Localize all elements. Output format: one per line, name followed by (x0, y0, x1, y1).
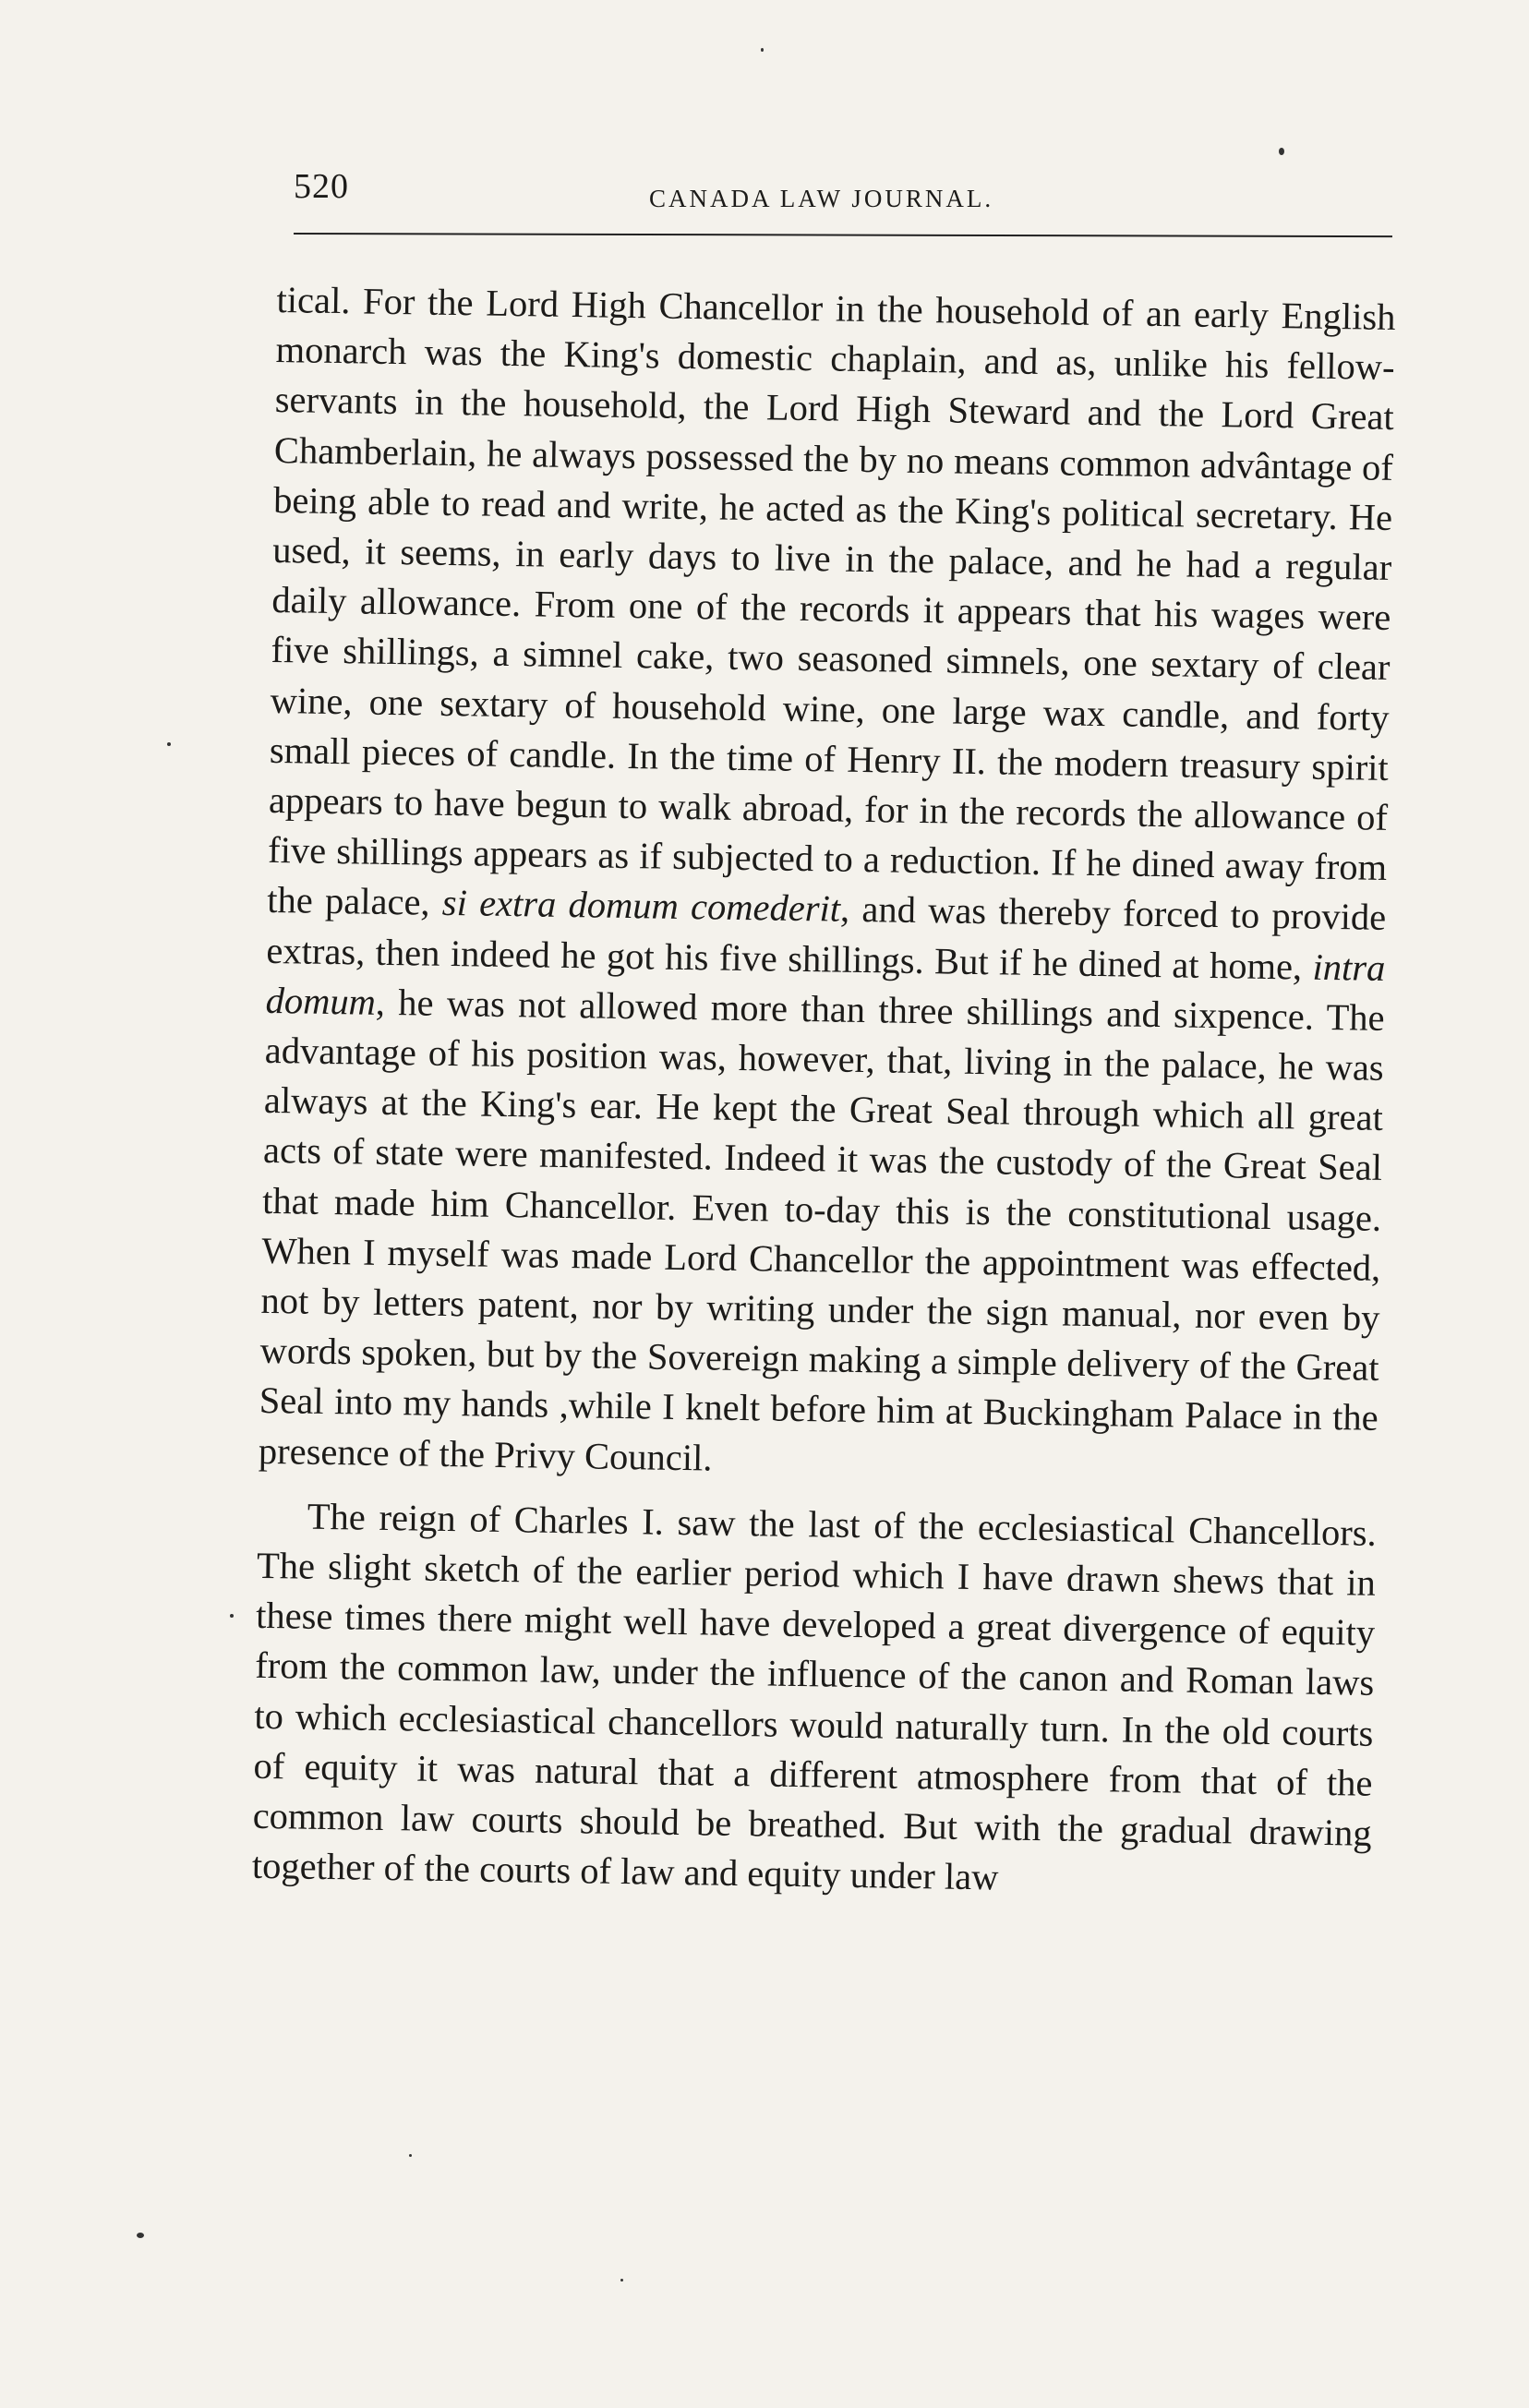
scan-speck (761, 48, 764, 52)
text-segment: tical. For the Lord High Chancellor in the household of an early English monarch was the King's domestic chaplain, and as, unlike his fellow-servants in the household, the Lord High Steward and the Lord Great Chamberlain, he always possessed the by no means common advântage of being able to read and write, he acted as the King's political secretary. He used, it seems, in early days to live in the palace, and he had a regular daily allowance. From one of the records it appears that his wages were five shillings, a simnel cake, two seasoned simnels, one sextary of clear wine, one sextary of household wine, one large wax candle, and forty small pieces of candle. In the time of Henry II. the modern treasury spirit appears to have begun to walk abroad, for in the records the allowance of five shillings appears as if subjected to a reduction. If he dined away from the palace, (267, 278, 1396, 924)
scan-speck (620, 2279, 623, 2282)
scan-speck (1279, 148, 1284, 155)
scan-speck (167, 742, 171, 746)
text-segment: , he was not allowed more than three shillings and sixpence. The advantage of his position was, however, that, living in the palace, he was always at the King's ear. He kept the Great Seal through which all great acts of state were manifested. Indeed it was the custody of the Great Seal that made him Chancellor. Even to-day this is the constitutional usage. When I myself was made Lord Chancellor the appointment was effected, not by letters patent, nor by writing under the sign manual, nor even by words spoken, but by the Sovereign making a simple delivery of the Great Seal into my hands ,while I knelt before him at Buckingham Palace in the presence of the Privy Council. (258, 981, 1385, 1479)
text-segment: The reign of Charles I. saw the last of the ecclesiastical Chancellors. The slight sketch of the earlier period which I have drawn shews that in these times there might well have developed a great divergence of equity from the common law, under the influence of the canon and Roman laws to which ecclesiastical chancellors would naturally turn. In the old courts of equity it was natural that a different atmosphere from that of the common law courts should be breathed. But with the gradual drawing together of the courts of law and equity under law (251, 1495, 1378, 1898)
running-head: CANADA LAW JOURNAL. (649, 185, 994, 212)
page-number: 520 (294, 167, 349, 206)
page-header (294, 166, 1392, 231)
paragraph-1 (259, 275, 1396, 1494)
latin-phrase: intra domum (265, 945, 1386, 1023)
body-text (252, 275, 1396, 1908)
latin-phrase: si extra domum comederit (441, 882, 841, 931)
scan-speck (230, 1614, 234, 1618)
paragraph-2 (252, 1491, 1378, 1909)
scan-speck (409, 2154, 412, 2157)
text-segment: , and was thereby forced to provide extras, then indeed he got his five shillings. But if he dined at home, (266, 888, 1387, 988)
scan-speck (137, 2233, 144, 2238)
header-rule (294, 233, 1392, 237)
